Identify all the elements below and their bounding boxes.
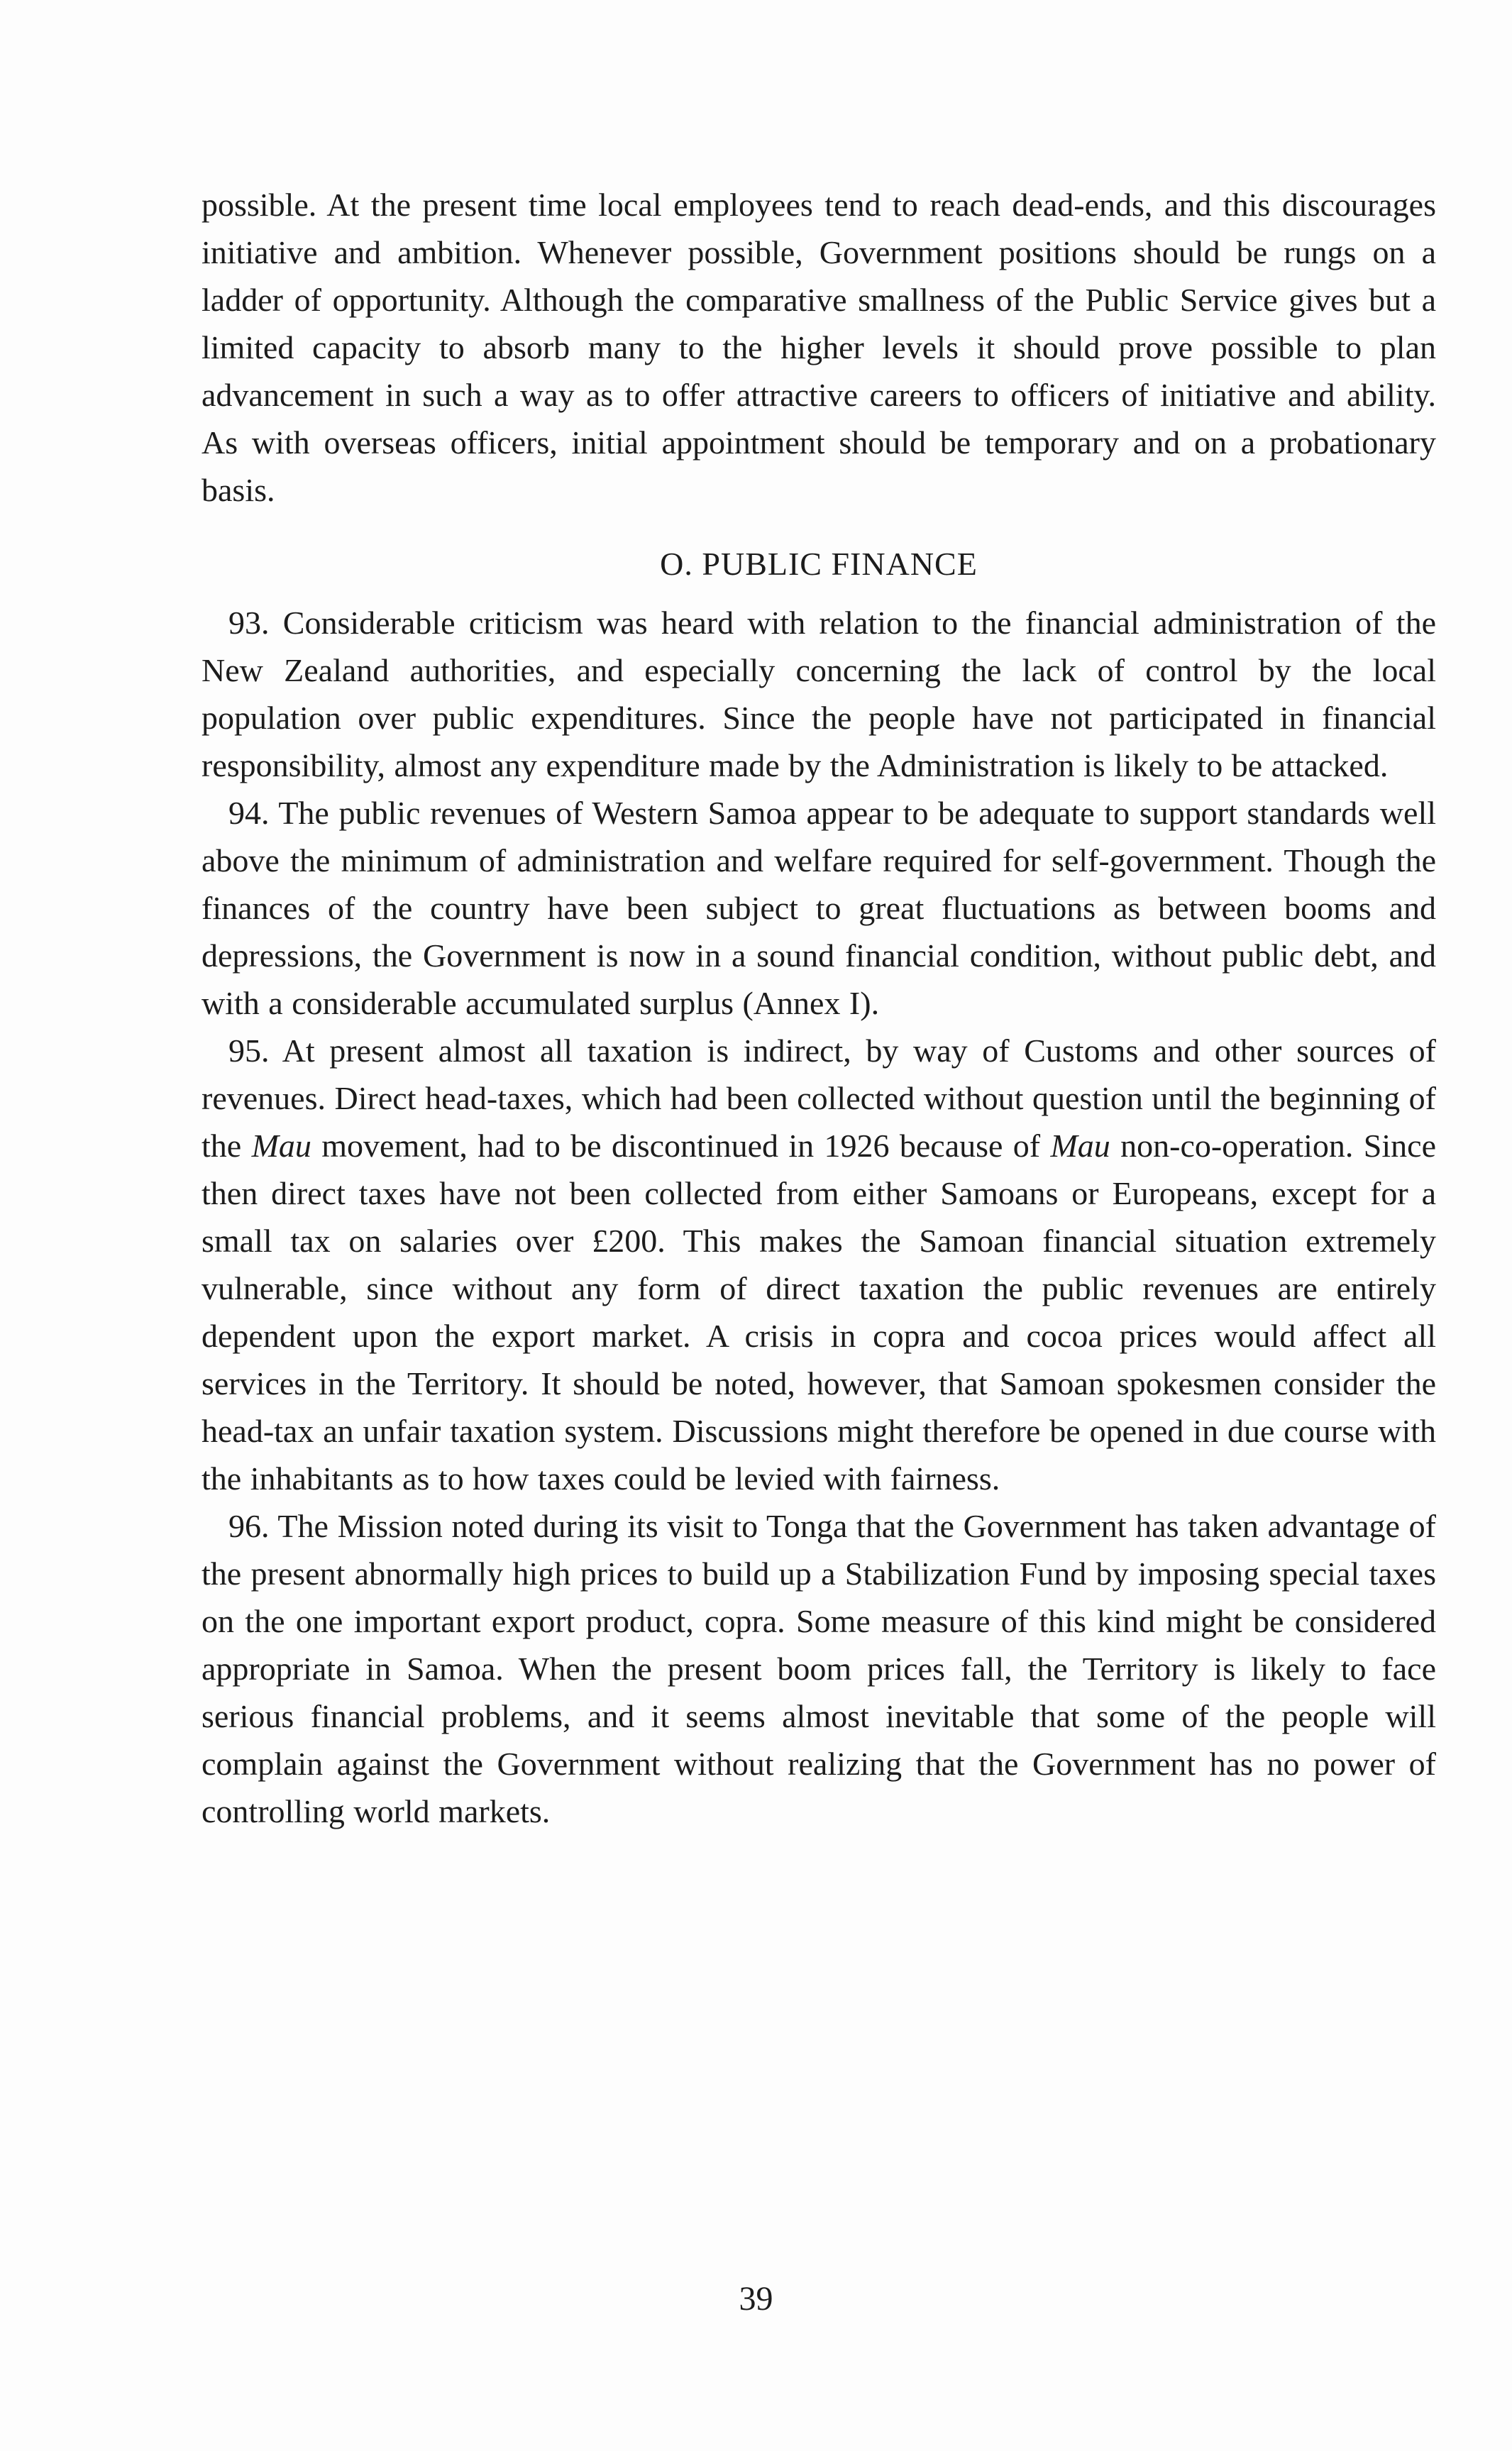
paragraph-continued: possible. At the present time local employees tend to reach dead-ends, and this discourages initiative and ambition. Whenever possible, Government positions should be rungs on a ladder of opportunity. Although the comparative smallness of the Public Service gives but a limited capacity to absorb many to the higher levels it should prove possible to plan advancement in such a way as to offer attractive careers to officers of initiative and ability. As with overseas officers, initial appointment should be temporary and on a probationary basis. xyxy=(202,187,1436,508)
paragraph-93: 93. Considerable criticism was heard with relation to the financial administration of the New Zealand authorities, and especially concerning the lack of control by the local population over public expenditures. Since the people have not participated in financial responsibility, almost any expenditure made by the Administration is likely to be attacked. xyxy=(202,605,1436,783)
paragraph-96: 96. The Mission noted during its visit to Tonga that the Government has taken advantage of the present abnormally high prices to build up a Stabilization Fund by imposing special taxes on the one important export product, copra. Some measure of this kind might be considered appropriate in Samoa. When the present boom prices fall, the Territory is likely to face serious financial problems, and it seems almost inevitable that some of the people will complain against the Government without realizing that the Government has no power of controlling world markets. xyxy=(202,1508,1436,1829)
page-number: 39 xyxy=(739,2280,773,2318)
paragraph-95 xyxy=(202,1027,1436,1502)
section-heading: O. PUBLIC FINANCE xyxy=(660,546,978,582)
mau-term: Mau xyxy=(251,1128,311,1164)
paragraph-95-text-3: non-co-operation. Since then direct taxes have not been collected from either Samoans or Europeans, except for a small tax on salaries over £200. This makes the Samoan financial situation extremely vulnerable, since without any form of direct taxation the public revenues are entirely dependent upon the export market. A crisis in copra and cocoa prices would affect all services in the Territory. It should be noted, however, that Samoan spokesmen consider the head-tax an unfair taxation system. Discussions might therefore be opened in due course with the inhabitants as to how taxes could be levied with fairness. xyxy=(202,1128,1436,1497)
paragraph-95-text-1: 95. At present almost all taxation is indirect, by way of Customs and other sources of revenues. Direct head-taxes, which had been collected without question until the beginning of the xyxy=(202,1032,1436,1164)
mau-term: Mau xyxy=(1050,1128,1110,1164)
paragraph-94: 94. The public revenues of Western Samoa appear to be adequate to support standards well above the minimum of administration and welfare required for self-government. Though the finances of the country have been subject to great fluctuations as between booms and depressions, the Government is now in a sound financial condition, without public debt, and with a considerable accumulated surplus (Annex I). xyxy=(202,795,1436,1021)
text-column xyxy=(202,181,1436,1835)
paragraph-95-text-2: movement, had to be discontinued in 1926 because of xyxy=(311,1128,1051,1164)
